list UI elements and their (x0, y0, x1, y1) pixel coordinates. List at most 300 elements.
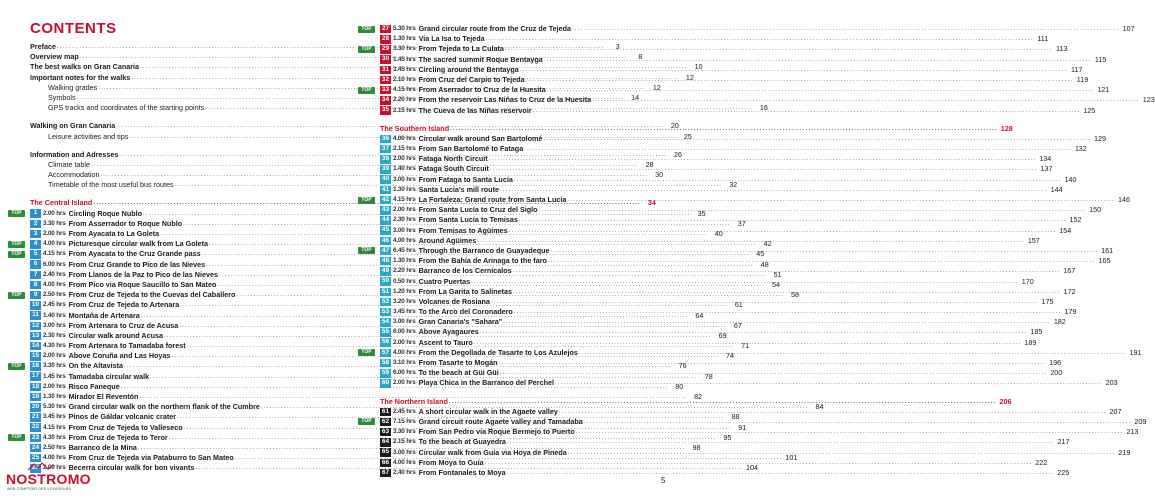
spacer (380, 389, 668, 397)
page-ref: 167 (1063, 266, 1076, 276)
walk-title: From Cruz Grande to Pico de las Nieves (68, 259, 206, 269)
page-ref: 113 (1056, 44, 1068, 54)
walk-duration: 0.50 hrs (393, 277, 416, 285)
toc-label: The Northern Island (380, 396, 448, 406)
walk-duration: 2.00 hrs (393, 206, 416, 214)
page-ref: 191 (1129, 347, 1142, 357)
walk-number: 52 (381, 297, 390, 305)
walk-title: From the Degollada de Tasarte to Los Azulejos (418, 347, 578, 357)
page-ref: 111 (1037, 34, 1049, 44)
page-ref: 78 (704, 371, 713, 381)
walk-number: 30 (381, 55, 390, 63)
walk-number: 24 (31, 443, 40, 451)
top-badge: TOP (8, 241, 25, 248)
walk-row-57[interactable] (361, 347, 1142, 358)
walk-duration: 1.40 hrs (43, 311, 66, 319)
page-ref: 61 (734, 300, 743, 310)
page-ref: 26 (674, 149, 683, 159)
leader-dots (567, 195, 1115, 205)
walk-number: 48 (381, 256, 390, 264)
walk-title: On the Altavista (68, 361, 124, 371)
toc-label: The Central Island (30, 198, 93, 208)
walk-duration: 2.45 hrs (393, 407, 416, 415)
page-ref: 179 (1064, 307, 1077, 317)
page-ref: 222 (1035, 457, 1048, 467)
walk-duration: 2.00 hrs (393, 338, 416, 346)
page-ref: 152 (1069, 215, 1082, 225)
walk-number: 21 (31, 413, 40, 421)
walk-title: To the beach at Guayedra (418, 437, 506, 447)
walk-number: 60 (381, 379, 390, 387)
walk-duration: 3.30 hrs (43, 362, 66, 370)
walk-title: From Cruz del Carpio to Tejeda (418, 74, 525, 84)
spacer (30, 190, 320, 198)
walk-row-30[interactable] (380, 54, 1107, 65)
top-badge: TOP (358, 349, 375, 356)
walk-duration: 4.00 hrs (43, 280, 66, 288)
walk-duration: 1.45 hrs (393, 55, 416, 63)
leader-dots (559, 407, 1107, 417)
page-ref: 12 (652, 82, 661, 92)
walk-duration: 4.00 hrs (43, 240, 66, 248)
top-badge: TOP (8, 251, 25, 258)
page-ref: 165 (1098, 256, 1111, 266)
walk-number: 62 (381, 417, 390, 425)
page-ref: 98 (692, 442, 701, 452)
walk-title: From Tejeda to La Culata (418, 44, 504, 54)
walk-duration: 1.30 hrs (43, 393, 66, 400)
page-ref: 125 (1083, 105, 1096, 115)
leader-dots (499, 358, 1047, 368)
walk-title: Above Ayagaures (418, 327, 479, 337)
page-ref: 185 (1030, 327, 1043, 337)
walk-title: From Ayacata to the Cruz Grande pass (68, 249, 201, 259)
page-ref: 189 (1024, 337, 1037, 347)
walk-number: 45 (381, 226, 390, 234)
page-ref: 88 (731, 412, 740, 422)
walk-number: 65 (381, 448, 390, 456)
page-ref: 129 (1094, 133, 1106, 143)
walk-title: From Santa Lucía to Cruz del Siglo (418, 205, 538, 215)
walk-duration: 2.20 hrs (393, 96, 416, 104)
top-badge: TOP (8, 210, 25, 217)
leader-dots (547, 82, 1095, 95)
toc-label: Symbols (48, 92, 76, 102)
walk-number: 26 (31, 464, 40, 472)
page-ref: 12 (685, 72, 694, 82)
walk-number: 22 (31, 423, 40, 431)
walk-number: 9 (30, 291, 41, 300)
leader-dots (471, 277, 1019, 287)
walk-title: From Santa Lucía to Temisas (418, 215, 518, 225)
top-badge: TOP (358, 46, 375, 53)
page-ref: 206 (999, 396, 1012, 406)
page-ref: 45 (756, 249, 765, 259)
page-ref: 8 (638, 52, 643, 62)
page-ref: 82 (694, 392, 703, 401)
walk-duration: 2.50 hrs (43, 291, 66, 299)
page-ref: 170 (1021, 276, 1034, 286)
walk-duration: 2.00 hrs (43, 382, 66, 390)
page-ref: 10 (694, 62, 703, 72)
walk-row-48[interactable] (380, 256, 1111, 266)
walk-number: 59 (381, 369, 390, 377)
page-ref: 37 (737, 218, 746, 228)
leader-dots (543, 131, 1091, 144)
leader-dots (480, 327, 1028, 337)
walk-duration: 3.30 hrs (393, 45, 416, 53)
walk-duration: 6.00 hrs (393, 328, 416, 336)
walk-number: 34 (381, 96, 390, 104)
leader-dots (592, 92, 1140, 105)
page-ref: 203 (1105, 378, 1118, 388)
walk-title: Becerra circular walk for bon vivants (68, 463, 195, 473)
leader-dots (490, 164, 1038, 174)
walk-number: 16 (31, 362, 40, 370)
walk-number: 64 (381, 438, 390, 446)
walk-number: 40 (381, 175, 390, 183)
page-ref: 104 (746, 463, 759, 473)
walk-duration: 3.45 hrs (43, 413, 66, 421)
walk-number: 39 (381, 165, 390, 173)
page-ref: 107 (1122, 24, 1135, 33)
toc-label: Walking grades (48, 82, 98, 92)
walk-row-29[interactable] (361, 44, 1068, 54)
page-ref: 64 (695, 310, 704, 320)
walk-duration: 1.40 hrs (393, 165, 416, 173)
walk-duration: 6.00 hrs (43, 260, 66, 268)
walk-number: 46 (381, 236, 390, 244)
walk-number: 10 (31, 301, 40, 309)
walk-number: 20 (31, 403, 40, 411)
leader-dots (555, 378, 1103, 388)
walk-duration: 5.30 hrs (393, 25, 416, 32)
walk-title: To the Arco del Coronadero (418, 307, 513, 317)
leader-dots (500, 368, 1048, 378)
leader-dots (509, 226, 1057, 236)
spacer (30, 142, 320, 150)
page-ref: 119 (1076, 74, 1089, 84)
page-ref: 32 (729, 180, 738, 190)
page-ref: 123 (1142, 95, 1155, 105)
page-ref: 117 (1070, 64, 1083, 74)
toc-label: Leisure activities and tips (48, 131, 129, 141)
walk-title: To the beach at Güi Güi (418, 368, 499, 378)
page-ref: 217 (1057, 437, 1070, 447)
page-title: CONTENTS (30, 20, 117, 37)
walk-duration: 4.30 hrs (43, 342, 66, 350)
walk-duration: 2.00 hrs (43, 464, 66, 472)
walk-title: From Asserrador to Roque Nublo (68, 218, 183, 228)
toc-label: Overview map (30, 52, 79, 62)
walk-number: 14 (31, 341, 40, 349)
walk-title: From Cruz de Tejeda to Valleseco (68, 422, 183, 432)
page-ref: 34 (647, 198, 656, 208)
walk-duration: 2.15 hrs (393, 145, 416, 153)
walk-number: 36 (381, 134, 390, 142)
walk-number: 33 (381, 85, 390, 93)
walk-number: 56 (381, 338, 390, 346)
page-ref: 71 (741, 341, 750, 351)
walk-number: 43 (381, 206, 390, 214)
walk-title: From Temisas to Agüimes (418, 225, 508, 235)
walk-title: Via La Isa to Tejeda (418, 34, 485, 44)
walk-number: 44 (381, 216, 390, 224)
walk-duration: 4.00 hrs (393, 348, 416, 356)
page-ref: 175 (1041, 296, 1054, 306)
walk-row-34[interactable] (380, 92, 1155, 105)
walk-duration: 3.30 hrs (43, 219, 66, 227)
walk-title: From Pico via Roque Saucillo to San Mateo (68, 279, 217, 289)
page-ref: 128 (1000, 123, 1013, 133)
walk-duration: 2.40 hrs (393, 468, 416, 476)
walk-number: 19 (31, 392, 40, 400)
page-ref: 172 (1063, 286, 1076, 296)
leader-dots (576, 427, 1124, 437)
page-ref: 28 (645, 159, 654, 169)
walk-number: 50 (381, 277, 390, 285)
walk-number: 57 (381, 348, 390, 356)
walk-number: 67 (381, 468, 390, 476)
walk-number: 18 (31, 382, 40, 390)
walk-title: From Fataga to Santa Lucía (418, 174, 513, 184)
walk-title: Mirador El Reventón (68, 392, 139, 401)
page-ref: 219 (1118, 447, 1131, 457)
page-number: 5 (661, 476, 666, 485)
page-ref: 42 (763, 239, 772, 249)
walk-duration: 3.00 hrs (393, 318, 416, 326)
page-ref: 95 (723, 432, 732, 442)
page-ref: 132 (1074, 144, 1087, 154)
toc-label: Accommodation (48, 170, 100, 180)
walk-number: 61 (381, 407, 390, 415)
walk-number: 25 (31, 453, 40, 461)
top-badge: TOP (358, 87, 375, 94)
walk-number: 3 (30, 230, 41, 239)
page-ref: 58 (791, 290, 799, 300)
walk-title: La Fortaleza: Grand route from Santa Lucía (418, 195, 567, 204)
walk-title: From Tasarte to Mogán (418, 358, 498, 367)
walk-title: From San Bartolomé to Fataga (418, 144, 524, 154)
walk-title: From Cruz de Tejeda to the Cuevas del Caballero (68, 290, 236, 300)
walk-title: Playa Chica in the Barranco del Perchel (418, 378, 554, 388)
leader-dots (513, 266, 1061, 276)
spacer (380, 116, 668, 124)
walk-number: 37 (381, 144, 390, 152)
walk-number: 28 (381, 35, 390, 43)
leader-dots (485, 458, 1033, 468)
walk-duration: 3.45 hrs (393, 308, 416, 316)
walk-title: Circular walk around San Bartolomé (418, 133, 543, 143)
page-ref: 54 (771, 279, 780, 289)
walk-title: From San Pedro via Roque Bermejo to Puerto (418, 427, 575, 437)
walk-title: Around Agüimes (418, 235, 477, 245)
walk-number: 27 (381, 24, 390, 32)
leader-dots (513, 287, 1061, 297)
page-ref: 150 (1089, 205, 1102, 215)
leader-dots (507, 468, 1055, 478)
walk-duration: 4.15 hrs (393, 86, 416, 94)
walk-title: Fataga North Circuit (418, 154, 488, 164)
page-ref: 146 (1117, 195, 1130, 204)
walk-title: From Ayacata to La Goleta (68, 229, 160, 238)
page-ref: 134 (1039, 154, 1052, 164)
walk-title: Tamadaba circular walk (68, 371, 150, 381)
leader-dots (544, 55, 1092, 65)
walk-duration: 6.45 hrs (393, 246, 416, 254)
page-ref: 67 (733, 320, 742, 330)
walk-title: Circular walk from Guía via Hoya de Pineda (418, 447, 567, 457)
walk-title: Pinos de Gáldar volcanic crater (68, 412, 177, 422)
top-badge: TOP (8, 292, 25, 299)
leader-dots (526, 72, 1074, 85)
leader-dots (449, 397, 997, 407)
walk-title: Circling Roque Nublo (68, 208, 143, 218)
page-ref: 74 (726, 351, 735, 361)
leader-dots (489, 154, 1037, 164)
walk-duration: 2.50 hrs (43, 443, 66, 451)
leader-dots (520, 65, 1068, 75)
walk-duration: 2.30 hrs (393, 216, 416, 224)
walk-duration: 3.20 hrs (393, 297, 416, 305)
page-ref: 51 (773, 269, 782, 279)
walk-duration: 4.30 hrs (43, 433, 66, 441)
walk-number: 11 (30, 311, 41, 320)
leader-dots (568, 448, 1116, 458)
walk-row-39[interactable] (380, 164, 1053, 174)
toc-label: Climate table (48, 159, 90, 169)
walk-duration: 2.00 hrs (43, 352, 66, 360)
walk-duration: 4.15 hrs (43, 423, 66, 431)
page-ref: 144 (1050, 184, 1063, 194)
walk-number: 41 (381, 185, 390, 193)
page-ref: 69 (718, 330, 727, 340)
toc-label: Information and Adresses (30, 149, 119, 159)
page-ref: 182 (1053, 317, 1066, 327)
leader-dots (514, 175, 1062, 185)
walk-number: 1 (30, 209, 41, 218)
walk-duration: 4.00 hrs (393, 236, 416, 244)
walk-duration: 3.00 hrs (43, 321, 66, 329)
walk-duration: 3.30 hrs (393, 428, 416, 436)
page-ref: 76 (678, 361, 687, 371)
leader-dots (477, 236, 1025, 246)
walk-title: From Artenara to Cruz de Acusa (68, 320, 179, 330)
walk-title: Above Coruña and Las Hoyas (68, 351, 171, 361)
walk-duration: 2.45 hrs (43, 301, 66, 309)
toc-label: Walking on Gran Canaria (30, 121, 116, 131)
toc-label: Timetable of the most useful bus routes (48, 180, 174, 190)
toc-label: The best walks on Gran Canaria (30, 62, 140, 72)
page-ref: 84 (815, 402, 824, 412)
leader-dots (514, 307, 1062, 317)
page-ref: 121 (1097, 85, 1110, 95)
leader-dots (579, 348, 1127, 358)
leader-dots (474, 338, 1022, 348)
walk-duration: 7.15 hrs (393, 417, 416, 425)
leader-dots (450, 124, 998, 134)
walk-number: 15 (31, 352, 40, 360)
walk-title: Circular walk around Acusa (68, 330, 163, 340)
logo-subtitle: WEB COMPTOIR DES VOYAGEURS (7, 487, 71, 491)
walk-title: Gran Canaria's "Sahara" (418, 317, 503, 327)
walk-number: 12 (31, 321, 40, 329)
logo-name: NOSTROMO (6, 471, 91, 487)
page-ref: 137 (1040, 164, 1053, 174)
page-ref: 25 (683, 131, 692, 141)
leader-dots (524, 144, 1072, 154)
walk-duration: 4.00 hrs (393, 134, 416, 142)
walk-duration: 2.10 hrs (393, 75, 416, 83)
walk-title: Montaña de Artenara (68, 310, 140, 320)
walk-row-33[interactable] (361, 82, 1110, 95)
walk-row-42[interactable] (361, 195, 1130, 205)
walk-title: Grand circular walk on the northern flank of the Cumbre (68, 402, 260, 412)
leader-dots (507, 437, 1055, 447)
walk-title: From La Garita to Salinetas (418, 286, 513, 296)
walk-number: 38 (381, 155, 390, 163)
walk-title: Circling around the Bentayga (418, 64, 519, 74)
top-badge: TOP (358, 26, 375, 33)
leader-dots (500, 185, 1048, 195)
walk-title: From Moya to Guía (418, 457, 484, 467)
page-ref: 40 (714, 229, 723, 238)
walk-number: 42 (381, 195, 390, 203)
walk-title: From Cruz de Tejeda via Pataburro to San Mateo (68, 453, 234, 463)
page-ref: 200 (1050, 368, 1063, 378)
walk-title: From Aserrador to Cruz de la Huesita (418, 85, 546, 95)
leader-dots (533, 106, 1081, 116)
walk-number: 6 (30, 260, 41, 269)
leader-dots (548, 256, 1096, 266)
walk-title: A short circular walk in the Agaete valley (418, 406, 558, 416)
page-ref: 140 (1064, 174, 1077, 184)
page-ref: 207 (1109, 406, 1122, 416)
walk-number: 54 (381, 318, 390, 326)
walk-number: 53 (381, 307, 390, 315)
leader-dots (584, 417, 1132, 427)
page-ref: 101 (785, 453, 798, 463)
top-badge: TOP (8, 434, 25, 441)
page-ref: 225 (1057, 467, 1070, 477)
walk-row-27[interactable] (361, 24, 1135, 34)
page-ref: 209 (1134, 416, 1147, 426)
walk-duration: 2.30 hrs (43, 331, 66, 339)
page-ref: 48 (760, 259, 769, 269)
walk-number: 66 (381, 458, 390, 466)
walk-number: 58 (381, 358, 390, 366)
top-badge: TOP (358, 197, 375, 204)
walk-duration: 1.45 hrs (43, 372, 66, 380)
walk-duration: 2.15 hrs (393, 438, 416, 446)
walk-title: The sacred summit Roque Bentayga (418, 54, 543, 64)
walk-row-28[interactable] (380, 34, 1049, 44)
walk-duration: 3.10 hrs (393, 359, 416, 366)
walk-title: Grand circuit route Agaete valley and Tamadaba (418, 416, 583, 426)
walk-title: From Fontanales to Moya (418, 467, 506, 477)
walk-duration: 1.30 hrs (393, 35, 416, 43)
walk-title: Volcanes de Rosiana (418, 296, 490, 306)
walk-duration: 2.40 hrs (43, 270, 66, 278)
leader-dots (505, 44, 1053, 54)
walk-title: Picturesque circular walk from La Goleta (68, 239, 208, 249)
page-ref: 16 (759, 103, 768, 113)
top-badge: TOP (358, 418, 375, 425)
toc-label: The Southern Island (380, 123, 450, 133)
walk-duration: 3.00 hrs (393, 175, 416, 183)
spacer (30, 113, 320, 121)
walk-row-47[interactable] (361, 245, 1114, 256)
